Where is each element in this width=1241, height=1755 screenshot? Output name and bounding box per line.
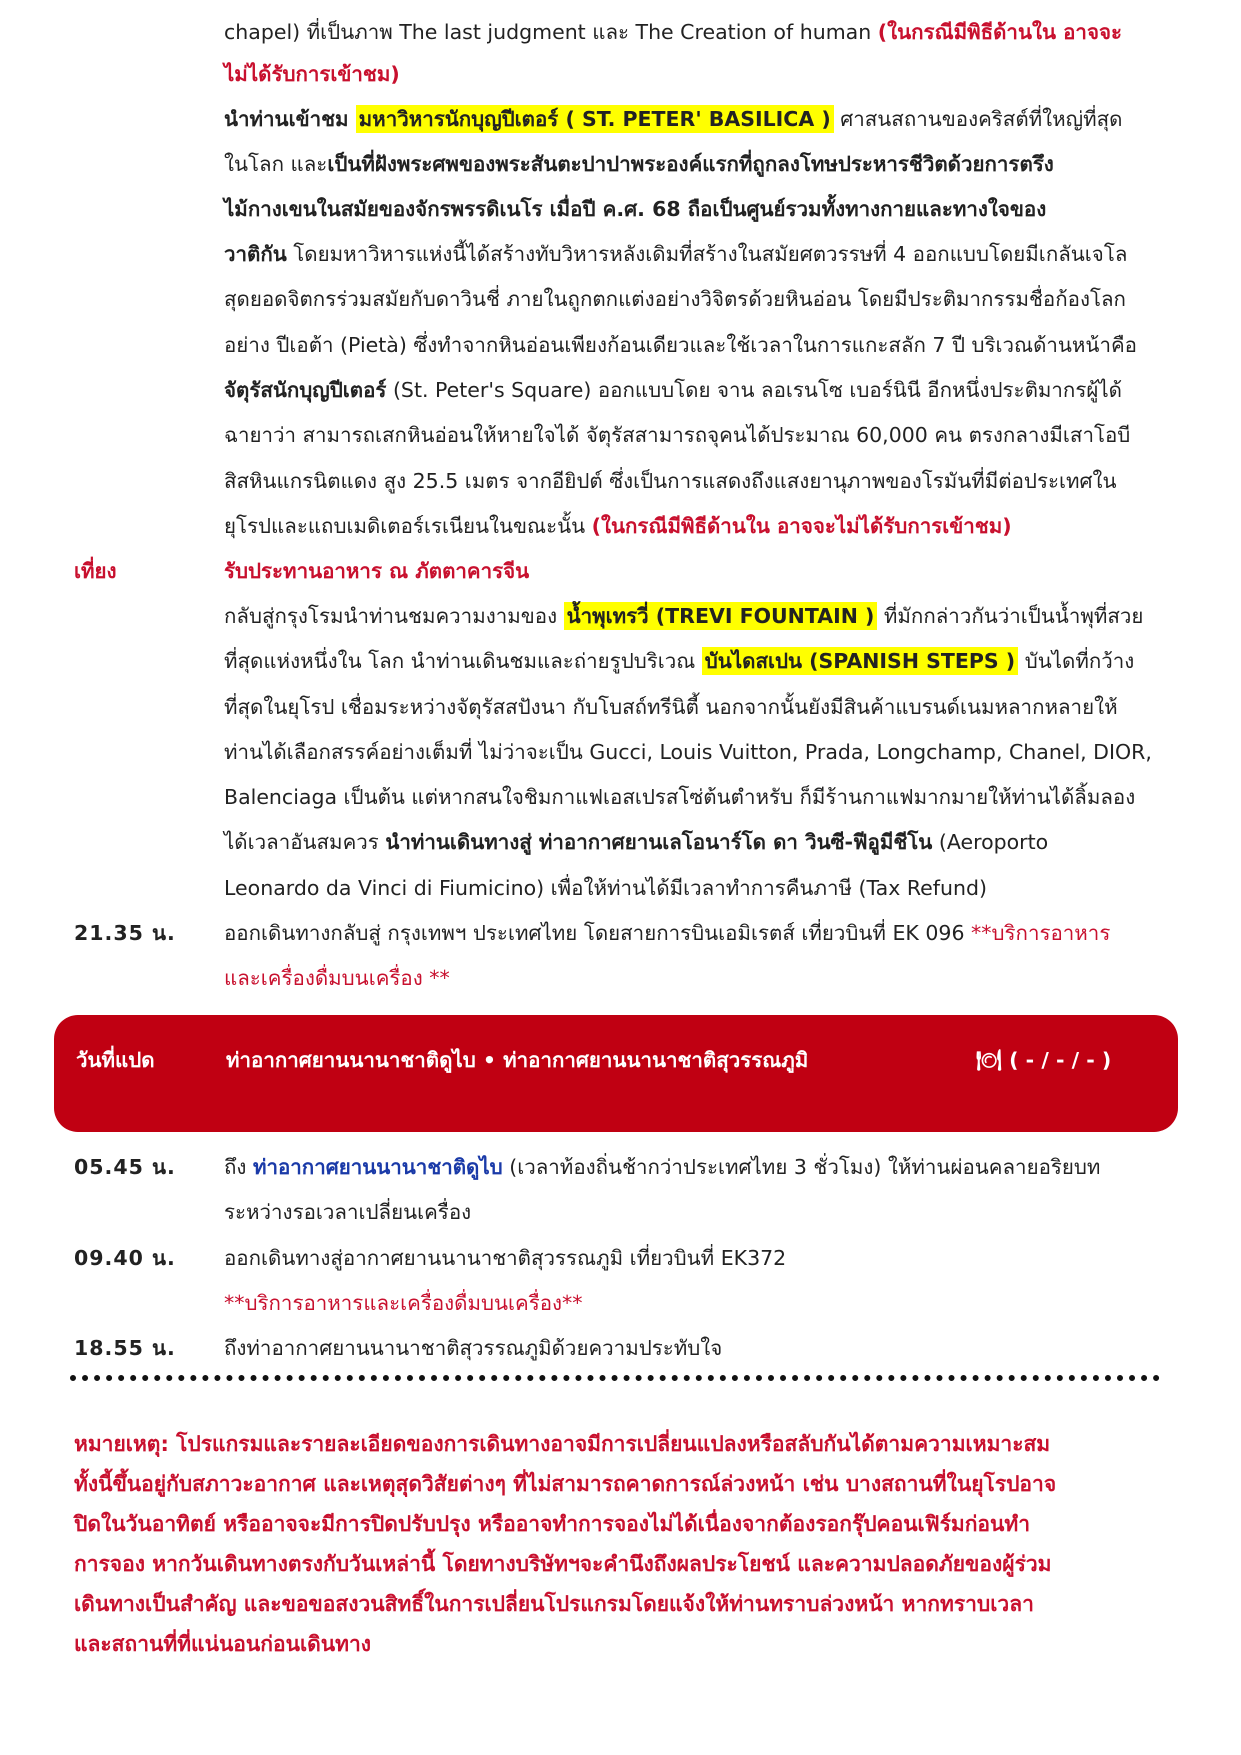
time-label: 05.45 น. — [74, 1155, 176, 1179]
paragraph-line: Leonardo da Vinci di Fiumicino) เพื่อให้ท่านได้มีเวลาทำการคืนภาษี (Tax Refund) — [224, 876, 987, 900]
paragraph-line: ได้เวลาอันสมควร นำท่านเดินทางสู่ ท่าอากาศยานเลโอนาร์โด ดา วินซี-ฟีอูมีชีโน (Aeroporto — [224, 830, 1049, 854]
remark-line: การจอง หากวันเดินทางตรงกับวันเหล่านี้ โดยทางบริษัทฯจะคำนึงถึงผลประโยชน์ และความปลอดภัยของผู้ร่วม — [74, 1552, 1052, 1576]
remark-line: เดินทางเป็นสำคัญ และขอขอสงวนสิทธิ์ในการเปลี่ยนโปรแกรมโดยแจ้งให้ท่านทราบล่วงหน้า หากทราบเวลา — [74, 1592, 1034, 1616]
remark-line: ทั้งนี้ขึ้นอยู่กับสภาวะอากาศ และเหตุสุดวิสัยต่างๆ ที่ไม่สามารถคาดการณ์ล่วงหน้า เช่น บางสถานที่ในยุโรปอาจ — [74, 1472, 1057, 1496]
dotted-separator — [70, 1375, 1160, 1381]
remark-line: หมายเหตุ: โปรแกรมและรายละเอียดของการเดินทางอาจมีการเปลี่ยนแปลงหรือสลับกันได้ตามความเหมาะสม — [74, 1432, 1051, 1456]
schedule-line: ระหว่างรอเวลาเปลี่ยนเครื่อง — [224, 1200, 472, 1224]
time-label: 09.40 น. — [74, 1246, 176, 1270]
paragraph-line: ยุโรปและแถบเมดิเตอร์เรเนียนในขณะนั้น (ในกรณีมีพิธีด้านใน อาจจะไม่ได้รับการเข้าชม) — [224, 514, 1012, 538]
day-route: ท่าอากาศยานนานาชาติดูไบ • ท่าอากาศยานนานาชาติสุวรรณภูมิ — [226, 1048, 809, 1072]
paragraph-line: วาติกัน โดยมหาวิหารแห่งนี้ได้สร้างทับวิหารหลังเดิมที่สร้างในสมัยศตวรรษที่ 4 ออกแบบโดยมีเกลันเจโล — [224, 242, 1128, 266]
paragraph-line: นำท่านเข้าชม มหาวิหารนักบุญปีเตอร์ ( ST. PETER' BASILICA ) ศาสนสถานของคริสต์ที่ใหญ่ที่สุด — [224, 107, 1123, 131]
paragraph-line: chapel) ที่เป็นภาพ The last judgment และ The Creation of human (ในกรณีมีพิธีด้านใน อาจจะ — [224, 20, 1122, 44]
time-label: 21.35 น. — [74, 921, 176, 945]
paragraph-line: ที่สุดแห่งหนึ่งใน โลก นำท่านเดินชมและถ่ายรูปบริเวณ บันไดสเปน (SPANISH STEPS ) บันไดที่กว้าง — [224, 649, 1135, 673]
meals-label: ( - / - / - ) — [1009, 1048, 1112, 1072]
day-label: วันที่แปด — [76, 1048, 155, 1072]
remark-line: และสถานที่ที่แน่นอนก่อนเดินทาง — [74, 1632, 372, 1656]
paragraph-line: ฉายาว่า สามารถเสกหินอ่อนให้หายใจได้ จัตุรัสสามารถจุคนได้ประมาณ 60,000 คน ตรงกลางมีเสาโอบี — [224, 423, 1131, 447]
highlight-spanish-steps: บันไดสเปน (SPANISH STEPS ) — [702, 647, 1018, 675]
schedule-line: ถึงท่าอากาศยานนานาชาติสุวรรณภูมิด้วยความประทับใจ — [224, 1336, 723, 1360]
paragraph-line: ในโลก และเป็นที่ฝังพระศพของพระสันตะปาปาพระองค์แรกที่ถูกลงโทษประหารชีวิตด้วยการตรึง — [224, 152, 1054, 176]
flight-service-note: **บริการอาหารและเครื่องดื่มบนเครื่อง** — [224, 1291, 583, 1315]
paragraph-line: Balenciaga เป็นต้น แต่หากสนใจชิมกาแฟเอสเปรสโซ่ต้นตำหรับ ก็มีร้านกาแฟมากมายให้ท่านได้ลิ้มลอง — [224, 785, 1136, 809]
time-label: 18.55 น. — [74, 1336, 176, 1360]
paragraph-line: ไม่ได้รับการเข้าชม) — [224, 62, 400, 86]
paragraph-line: ท่านได้เลือกสรรค์อย่างเต็มที่ ไม่ว่าจะเป็น Gucci, Louis Vuitton, Prada, Longchamp, Chanel, DIOR, — [224, 740, 1152, 764]
paragraph-line: ที่สุดในยุโรป เชื่อมระหว่างจัตุรัสสปังนา กับโบสถ์ทรีนิตี้ นอกจากนั้นยังมีสินค้าแบรนด์เนมหลากหลายให้ — [224, 695, 1118, 719]
day-header-banner — [54, 1015, 1178, 1132]
meal-line: รับประทานอาหาร ณ ภัตตาคารจีน — [224, 559, 530, 583]
time-label: เที่ยง — [74, 559, 117, 583]
meals-indicator — [976, 1045, 1111, 1075]
paragraph-line: สุดยอดจิตกรร่วมสมัยกับดาวินชี่ ภายในถูกตกแต่งอย่างวิจิตรด้วยหินอ่อน โดยมีประติมากรรมชื่อก้องโลก — [224, 287, 1126, 311]
paragraph-line: สิสหินแกรนิตแดง สูง 25.5 เมตร จากอียิปต์ ซึ่งเป็นการแสดงถึงแสงยานุภาพของโรมันที่มีต่อประเทศใน — [224, 469, 1117, 493]
paragraph-line: ไม้กางเขนในสมัยของจักรพรรดิเนโร เมื่อปี ค.ศ. 68 ถือเป็นศูนย์รวมทั้งทางกายและทางใจของ — [224, 197, 1047, 221]
highlight-trevi-fountain: น้ำพุเทรวี่ (TREVI FOUNTAIN ) — [564, 602, 878, 630]
flight-line: ออกเดินทางกลับสู่ กรุงเทพฯ ประเทศไทย โดยสายการบินเอมิเรตส์ เที่ยวบินที่ EK 096 **บริการอาหาร — [224, 921, 1111, 945]
schedule-line: ถึง ท่าอากาศยานนานาชาติดูไบ (เวลาท้องถิ่นช้ากว่าประเทศไทย 3 ชั่วโมง) ให้ท่านผ่อนคลายอริยบท — [224, 1155, 1101, 1179]
meal-icon: 🍽 — [976, 1048, 1003, 1072]
remark-line: ปิดในวันอาทิตย์ หรืออาจจะมีการปิดปรับปรุง หรืออาจทำการจองไม่ได้เนื่องจากต้องรอกรุ๊ปคอนเฟิร์มก่อนทำ — [74, 1512, 1031, 1536]
paragraph-line: จัตุรัสนักบุญปีเตอร์ (St. Peter's Square) ออกแบบโดย จาน ลอเรนโซ เบอร์นินี อีกหนึ่งประติมากรผู้ได้ — [224, 378, 1122, 402]
paragraph-line: กลับสู่กรุงโรมนำท่านชมความงามของ น้ำพุเทรวี่ (TREVI FOUNTAIN ) ที่มักกล่าวกันว่าเป็นน้ำพุที่สวย — [224, 604, 1144, 628]
paragraph-line: อย่าง ปีเอต้า (Pietà) ซึ่งทำจากหินอ่อนเพียงก้อนเดียวและใช้เวลาในการแกะสลัก 7 ปี บริเวณด้านหน้าคือ — [224, 333, 1137, 357]
flight-service-note: และเครื่องดื่มบนเครื่อง ** — [224, 966, 450, 990]
highlight-st-peter-basilica: มหาวิหารนักบุญปีเตอร์ ( ST. PETER' BASILICA ) — [356, 105, 834, 133]
schedule-line: ออกเดินทางสู่อากาศยานนานาชาติสุวรรณภูมิ เที่ยวบินที่ EK372 — [224, 1246, 787, 1270]
